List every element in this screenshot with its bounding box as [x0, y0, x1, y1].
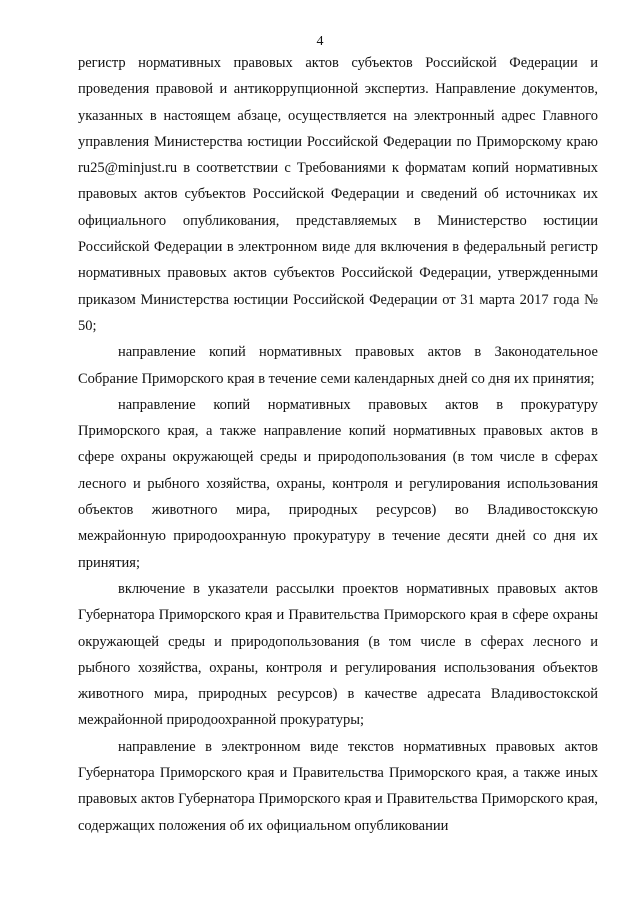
paragraph-registry-continuation: регистр нормативных правовых актов субъектов Российской Федерации и проведения правовой и антикоррупционной экспертиз. Направление документов, указанных в настоящем абзаце, осуществляется на электронный адрес Главного управления Министерства юстиции Российской Федерации по Приморскому краю ru25@minjust.ru в соответствии с Требованиями к форматам копий нормативных правовых актов субъектов Российской Федерации и сведений об источниках их официального опубликования, представляемых в Министерство юстиции Российской Федерации в электронном виде для включения в федеральный регистр нормативных правовых актов субъектов Российской Федерации, утвержденными приказом Министерства юстиции Российской Федерации от 31 марта 2017 года № 50;	[78, 55, 598, 334]
page-number: 4	[316, 34, 324, 49]
document-body	[78, 50, 598, 839]
paragraph-mailing-lists: включение в указатели рассылки проектов нормативных правовых актов Губернатора Приморского края и Правительства Приморского края в сфере охраны окружающей среды и природопользования (в том числе в сферах лесного и рыбного хозяйства, охраны, контроля и регулирования использования объектов животного мира, природных ресурсов) в качестве адресата Владивостокской межрайонной природоохранной прокуратуры;	[78, 580, 598, 729]
paragraph-electronic-texts: направление в электронном виде текстов нормативных правовых актов Губернатора Приморского края и Правительства Приморского края, а также иных правовых актов Губернатора Приморского края и Правительства Приморского края, содержащих положения об их официальном опубликовании	[78, 738, 598, 834]
paragraph-legislative-assembly: направление копий нормативных правовых актов в Законодательное Собрание Приморского края в течение семи календарных дней со дня их принятия;	[78, 344, 598, 387]
paragraph-prosecutor-office: направление копий нормативных правовых актов в прокуратуру Приморского края, а также направление копий нормативных правовых актов в сфере охраны окружающей среды и природопользования (в том числе в сферах лесного и рыбного хозяйства, охраны, контроля и регулирования использования объектов животного мира, природных ресурсов) во Владивостокскую межрайонную природоохранную прокуратуру в течение десяти дней со дня их принятия;	[78, 396, 598, 571]
